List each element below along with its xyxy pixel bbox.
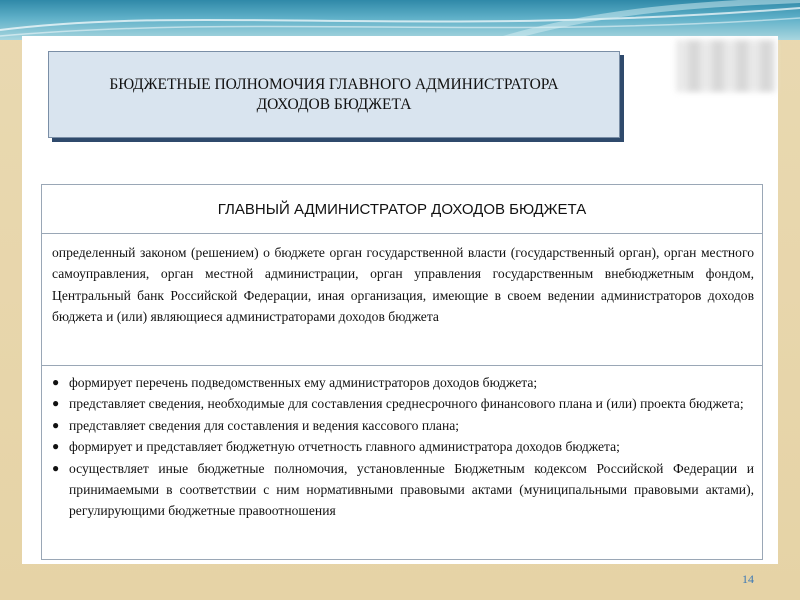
duties-list — [42, 366, 762, 522]
list-item — [52, 415, 754, 436]
bullet-icon: ● — [52, 460, 60, 475]
list-item — [52, 436, 754, 457]
bullet-icon: ● — [52, 417, 60, 432]
list-item — [52, 458, 754, 522]
slide-title: БЮДЖЕТНЫЕ ПОЛНОМОЧИЯ ГЛАВНОГО АДМИНИСТРАТОРА ДОХОДОВ БЮДЖЕТА — [48, 51, 620, 138]
bullet-icon: ● — [52, 439, 60, 454]
list-item-text: осуществляет иные бюджетные полномочия, установленные Бюджетным кодексом Российской Федерации и принимаемыми в соответствии с ним нормативными правовыми актами (муниципальными правовыми актами), регулирующими бюджетные правоотношения — [69, 460, 754, 519]
wave-decoration — [0, 0, 800, 40]
definition-table — [41, 184, 763, 560]
list-item — [52, 372, 754, 393]
page-number: 14 — [742, 572, 754, 586]
list-item-text: формирует и представляет бюджетную отчетность главного администратора доходов бюджета; — [69, 439, 620, 455]
table-header: ГЛАВНЫЙ АДМИНИСТРАТОР ДОХОДОВ БЮДЖЕТА — [42, 185, 762, 234]
bullet-icon: ● — [52, 396, 60, 411]
blurred-logo — [676, 40, 776, 92]
list-item-text: представляет сведения, необходимые для составления среднесрочного финансового плана и (или) проекта бюджета; — [69, 396, 744, 412]
list-item — [52, 393, 754, 414]
definition-text: определенный законом (решением) о бюджете орган государственной власти (государственный орган), орган местного самоуправления, орган местной администрации, орган управления государственным внебюджетным фондом, Центральный банк Российской Федерации, иная организация, имеющие в своем ведении администраторов доходов бюджета и (или) являющиеся администраторами доходов бюджета — [42, 234, 762, 366]
bullet-icon: ● — [52, 375, 60, 389]
list-item-text: формирует перечень подведомственных ему администраторов доходов бюджета; — [69, 375, 538, 390]
list-item-text: представляет сведения для составления и ведения кассового плана; — [69, 417, 460, 433]
